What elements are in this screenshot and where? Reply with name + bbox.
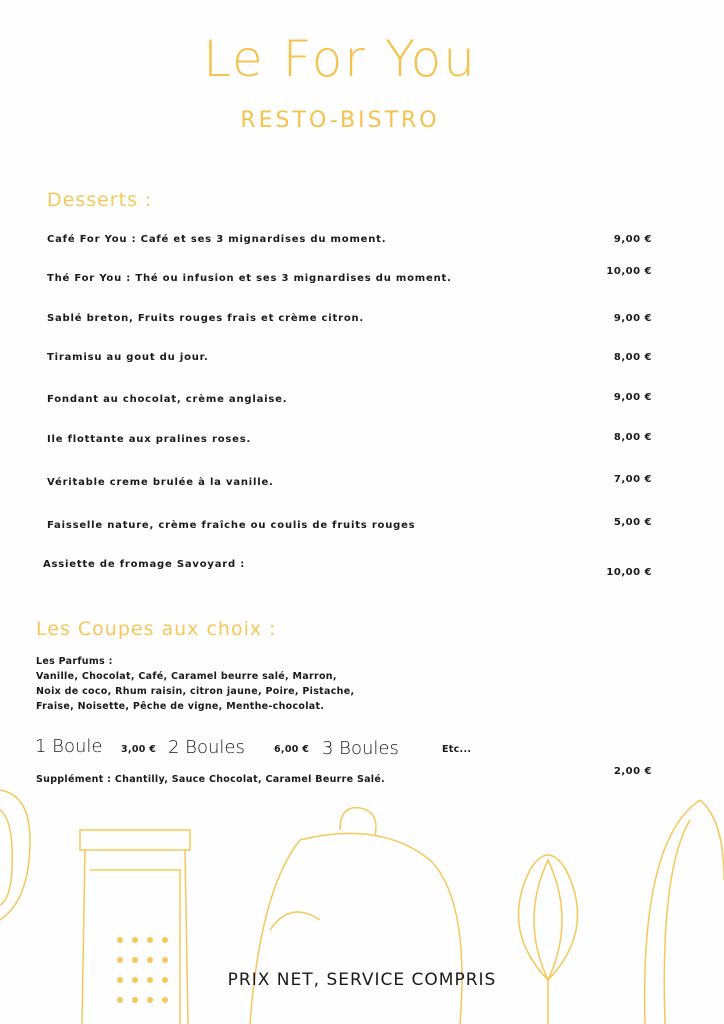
menu-item-price: 9,00 € [613,234,652,245]
menu-item-price: 9,00 € [613,313,652,324]
boule-3-label: 3 Boules [322,738,399,759]
coupes-heading: Les Coupes aux choix : [36,618,277,640]
menu-item: Tiramisu au gout du jour. [47,352,209,363]
menu-item: Véritable creme brulée à la vanille. [47,477,274,488]
boule-1-price: 3,00 € [121,744,157,755]
parfums-line: Noix de coco, Rhum raisin, citron jaune, Poire, Pistache, [36,686,355,697]
pan-icon [645,800,724,1024]
menu-item-price: 10,00 € [606,567,652,578]
parfums-label: Les Parfums : [36,656,113,667]
menu-item-price: 5,00 € [613,517,652,528]
menu-item: Thé For You : Thé ou infusion et ses 3 mignardises du moment. [47,273,452,284]
supplement-text: Supplément : Chantilly, Sauce Chocolat, Caramel Beurre Salé. [36,774,386,785]
menu-item: Assiette de fromage Savoyard : [43,559,246,570]
menu-item-price: 7,00 € [613,474,652,485]
footer-note: PRIX NET, SERVICE COMPRIS [227,970,497,990]
utensil-left-icon [0,790,30,920]
menu-item-price: 10,00 € [606,266,652,277]
whisk-icon [518,855,577,1024]
menu-item: Sablé breton, Fruits rouges frais et crème citron. [47,313,365,324]
parfums-line: Fraise, Noisette, Pêche de vigne, Menthe-chocolat. [36,701,325,712]
parfums-line: Vanille, Chocolat, Café, Caramel beurre salé, Marron, [36,671,337,682]
boule-2-price: 6,00 € [274,744,310,755]
boule-1-label: 1 Boule [35,736,103,757]
menu-item-price: 8,00 € [613,352,652,363]
kettle-icon [250,808,462,1024]
boule-2-label: 2 Boules [168,737,245,758]
restaurant-subtitle: RESTO-BISTRO [240,108,440,133]
restaurant-title: Le For You [203,30,477,88]
menu-item-price: 9,00 € [613,392,652,403]
menu-item: Fondant au chocolat, crème anglaise. [47,394,288,405]
etc-label: Etc... [442,744,472,755]
menu-item: Faisselle nature, crème fraîche ou coulis de fruits rouges [47,520,416,531]
desserts-heading: Desserts : [47,189,153,211]
menu-item-price: 8,00 € [613,432,652,443]
supplement-price: 2,00 € [613,766,652,777]
parfums-list [36,654,354,714]
grater-icon [80,830,190,1024]
menu-item: Ile flottante aux pralines roses. [47,434,252,445]
menu-item: Café For You : Café et ses 3 mignardises du moment. [47,234,387,245]
